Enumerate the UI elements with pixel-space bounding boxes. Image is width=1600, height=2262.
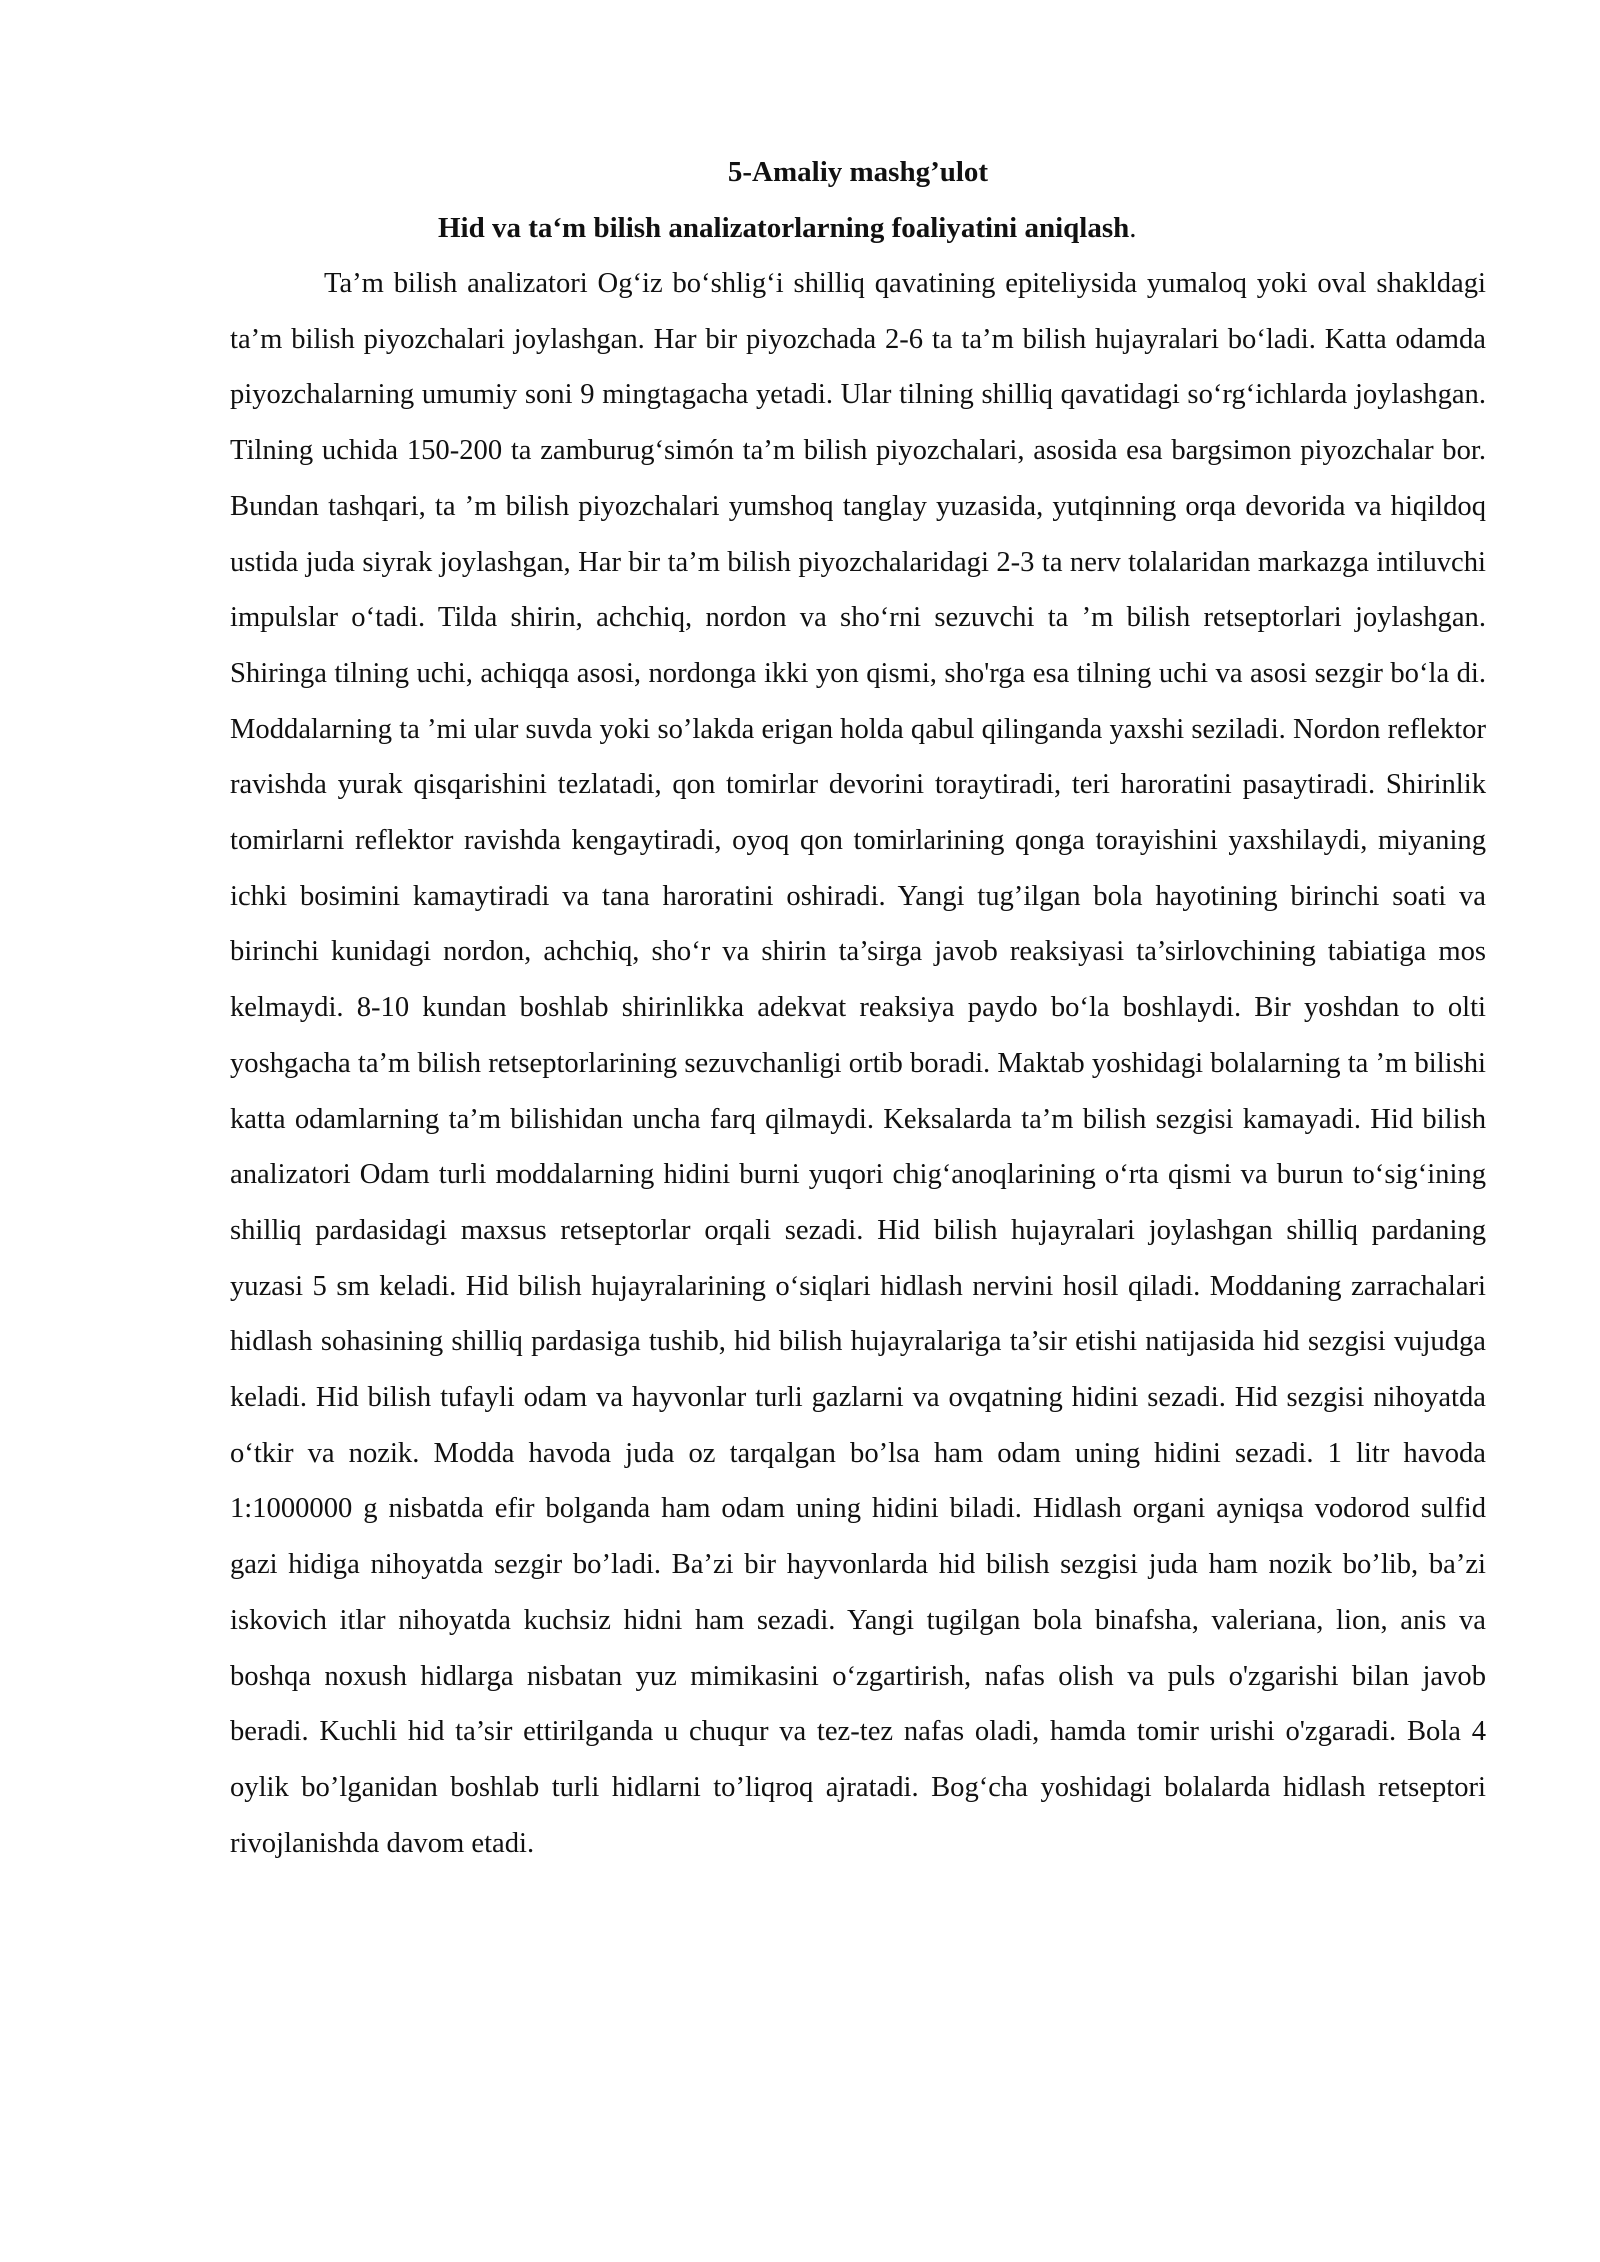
body-paragraph: Ta’m bilish analizatori Og‘iz bo‘shlig‘i shilliq qavatining epiteliysida yumaloq yoki oval shakldagi ta’m bilish piyozchalari joylashgan. Har bir piyozchada 2-6 ta ta’m bilish hujayralari bo‘ladi. Katta odamda piyozchalarning umumiy soni 9 mingtagacha yetadi. Ular tilning shilliq qavatidagi so‘rg‘ichlarda joylashgan. Tilning uchida 150-200 ta zamburug‘simón ta’m bilish piyozchalari, asosida esa bargsimon piyozchalar bor. Bundan tashqari, ta ’m bilish piyozchalari yumshoq tanglay yuzasida, yutqinning orqa devorida va hiqildoq ustida juda siyrak joylashgan, Har bir ta’m bilish piyozchalaridagi 2-3 ta nerv tolalaridan markazga intiluvchi impulslar o‘tadi. Tilda shirin, achchiq, nordon va sho‘rni sezuvchi ta ’m bilish retseptorlari joylashgan. Shiringa tilning uchi, achiqqa asosi, nordonga ikki yon qismi, sho'rga esa tilning uchi va asosi sezgir bo‘la di. Moddalarning ta ’mi ular suvda yoki so’lakda erigan holda qabul qilinganda yaxshi seziladi. Nordon reflektor ravishda yurak qisqarishini tezlatadi, qon tomirlar devorini toraytiradi, teri haroratini pasaytiradi. Shirinlik tomirlarni reflektor ravishda kengaytiradi, oyoq qon tomirlarining qonga torayishini yaxshilaydi, miyaning ichki bosimini kamaytiradi va tana haroratini oshiradi. Yangi tug’ilgan bola hayotining birinchi soati va birinchi kunidagi nordon, achchiq, sho‘r va shirin ta’sirga javob reaksiyasi ta’sirlovchining tabiatiga mos kelmaydi. 8-10 kundan boshlab shirinlikka adekvat reaksiya paydo bo‘la boshlaydi. Bir yoshdan to olti yoshgacha ta’m bilish retseptorlarining sezuvchanligi ortib boradi. Maktab yoshidagi bolalarning ta ’m bilishi katta odamlarning ta’m bilishidan uncha farq qilmaydi. Keksalarda ta’m bilish sezgisi kamayadi. Hid bilish analizatori Odam turli moddalarning hidini burni yuqori chig‘anoqlarining o‘rta qismi va burun to‘sig‘ining shilliq pardasidagi maxsus retseptorlar orqali sezadi. Hid bilish hujayralari joylashgan shilliq pardaning yuzasi 5 sm keladi. Hid bilish hujayralarining o‘siqlari hidlash nervini hosil qiladi. Moddaning zarrachalari hidlash sohasining shilliq pardasiga tushib, hid bilish hujayralariga ta’sir etishi natijasida hid sezgisi vujudga keladi. Hid bilish tufayli odam va hayvonlar turli gazlarni va ovqatning hidini sezadi. Hid sezgisi nihoyatda o‘tkir va nozik. Modda havoda juda oz tarqalgan bo’lsa ham odam uning hidini sezadi. 1 litr havoda 1:1000000 g nisbatda efir bolganda ham odam uning hidini biladi. Hidlash organi ayniqsa vodorod sulfid gazi hidiga nihoyatda sezgir bo’ladi. Ba’zi bir hayvonlarda hid bilish sezgisi juda ham nozik bo’lib, ba’zi iskovich itlar nihoyatda kuchsiz hidni ham sezadi. Yangi tugilgan bola binafsha, valeriana, lion, anis va boshqa noxush hidlarga nisbatan yuz mimikasini o‘zgartirish, nafas olish va puls o'zgarishi bilan javob beradi. Kuchli hid ta’sir ettirilganda u chuqur va tez-tez nafas oladi, hamda tomir urishi o'zgaradi. Bola 4 oylik bo’lganidan boshlab turli hidlarni to’liqroq ajratadi. Bog‘cha yoshidagi bolalarda hidlash retseptori rivojlanishda davom etadi.	[230, 268, 1486, 1859]
document-subtitle-period: .	[1129, 212, 1137, 244]
document-subtitle-text: Hid va ta‘m bilish analizatorlarning foaliyatini aniqlash	[438, 212, 1130, 244]
document-content	[230, 144, 1486, 1871]
document-title: 5-Amaliy mashg’ulot	[727, 156, 989, 188]
document-subtitle	[230, 200, 1486, 256]
